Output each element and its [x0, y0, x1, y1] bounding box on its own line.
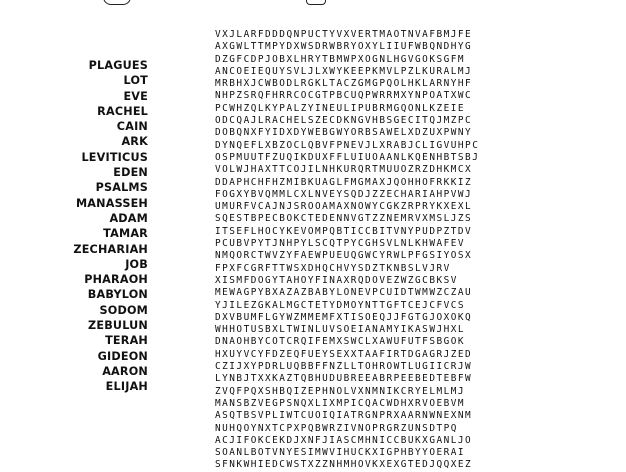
grid-row: SFNKWHIEDCWSTXZZNHMHOVKXEXGTEDJQQXEZ	[215, 459, 473, 471]
word-list-item: JOB	[125, 257, 148, 271]
grid-row: SOANLBOTVNYESIMWVIHUCKXIGPHBYYOERAI	[215, 447, 466, 459]
grid-row: VOLWJHAXTTCOJILNHKURQRTMUUOZRZDHKMCX	[215, 164, 473, 176]
word-list-item: ARK	[121, 135, 148, 149]
grid-row: CZIJXYPDRLUQBBFFNZLLTOHROWTLUGIICRJW	[215, 361, 473, 373]
word-list-item: ELIJAH	[105, 380, 148, 394]
grid-row: DYNQEFLXBZOCLQBVFPNEVJLXRABJCLIGVUHPC	[215, 139, 480, 151]
grid-row: ITSEFLHOCYKEVOMPQBTICCBITVNYPUDPZTDV	[215, 225, 473, 237]
grid-row: UMURFVCAJNJSROOAMAXNOWYCGKZRPRYKXEXL	[215, 201, 473, 213]
grid-row: FPXFCGRFTTWSXDHQCHVYSDZTKNBSLVJRV	[215, 262, 451, 274]
word-list-item: BABYLON	[87, 288, 148, 302]
grid-row: OSPMUUTFZUQIKDUXFFLUIUOAANLKQENHBTSBJ	[215, 151, 480, 163]
word-list-item: PLAGUES	[88, 59, 148, 72]
word-list-item: EVE	[123, 89, 148, 103]
word-list-item: MANASSEH	[75, 196, 148, 210]
grid-row: AXGWLTTMPYDXWSDRWBRYOXYLIIUFWBQNDHYG	[215, 41, 473, 53]
word-list-item: GIDEON	[97, 349, 148, 363]
grid-row: VXJLARFDDDQNPUCTYVXVERTMAOTNVAFBMJFE	[215, 29, 473, 40]
word-list-item: PHARAOH	[84, 273, 148, 287]
word-list	[70, 58, 148, 395]
word-list-item: CAIN	[116, 120, 148, 134]
grid-row: DXVBUMFLGYWZMMEMFXTISOEQJJFGTGJOXOKQ	[215, 311, 473, 323]
grid-row: DNAOHBYCOTCRQIFEMXSWCLXAWUFUTFSBGOK	[215, 336, 466, 348]
grid-row: PCWHZQLKYPALZYINEULIPUBRMGQONLKZEIE	[215, 102, 466, 114]
word-list-item: LEVITICUS	[81, 150, 148, 164]
grid-row: NMQORCTWVZYFAEWPUEUQGWCYRWLPFGSIYOSX	[215, 250, 473, 262]
grid-row: FOGXYBVQMMLCXLNVEYSQDJZZECHARIAHPVWJ	[215, 188, 473, 200]
decorative-tablet-icon	[306, 0, 326, 5]
word-list-item: SODOM	[99, 303, 148, 317]
word-list-item: TERAH	[105, 334, 148, 348]
word-list-item: AARON	[102, 364, 148, 378]
grid-row: DDAPHCHFHZMIBKUAGLFMGMAXJQOHHOFRKKIZ	[215, 176, 473, 188]
word-list-item: ZECHARIAH	[73, 242, 148, 256]
word-list-item: EDEN	[113, 166, 148, 180]
grid-row: DOBQNXFYIDXDYWEBGWYORBSAWELXDZUXPWNY	[215, 127, 473, 139]
grid-row: ZVQFPQXSHBQIZEPHNOLVXNMNIKCRYELMLMJ	[215, 385, 466, 397]
letter-grid	[215, 29, 603, 472]
grid-row: HXUYVCYFDZEQFUEYSEXXTAAFIRTDGAGRJZED	[215, 348, 473, 360]
grid-row: PCUBVPYTJNHPYLSCQTPYCGHSVLNLKHWAFEV	[215, 238, 466, 250]
grid-row: MANSBZVEGPSNQXLIXMPICQACWDHXRVOEBVM	[215, 397, 466, 409]
grid-row: ANCOEIEQUYSVLJLXWYKEEPKMVLPZLKURALMJ	[215, 65, 473, 77]
grid-row: NHPZSRQFHRRCOCGTPBCUQPWRRMXYNPOATXWC	[215, 90, 473, 102]
word-list-item: ADAM	[109, 211, 148, 225]
word-list-item: ZEBULUN	[88, 319, 148, 333]
grid-row: DZGFCDPJOBXLHRYTBMWPXOGNLHGVGOKSGFM	[215, 53, 466, 65]
word-list-item: PSALMS	[95, 181, 148, 195]
grid-row: ASQTBSVPLIWTCUOIQIATRGNPRXAARNWNEXNM	[215, 410, 473, 422]
grid-row: ODCQAJLRACHELSZECDKNGVHBSGECITQJMZPC	[215, 115, 473, 127]
word-list-item: LOT	[123, 74, 148, 88]
grid-row: XISMFDOGYTAHOYFINAXRQDOVEZWZGCBKSV	[215, 274, 458, 286]
grid-row: WHHOTUSBXLTWINLUVSOEIANAMYIKASWJHXL	[215, 324, 466, 336]
grid-row: YJILEZGKALMGCTETYDMOYNTTGFTCEJCFVCS	[215, 299, 466, 311]
grid-row: ACJIFOKCEKDJXNFJIASCMHNICCBUKXGANLJO	[215, 434, 473, 446]
grid-row: LYNBJTXXKAZTQBHUDUBREEABRPEEBEDTEBFW	[215, 373, 473, 385]
grid-row: MRBHXJCWBODLRGKLTACZGMGPQOLHKLARNYHF	[215, 78, 473, 90]
word-list-item: RACHEL	[97, 104, 148, 118]
grid-row: SQESTBPECBOKCTEDENNVGTZZNEMRVXMSLJZS	[215, 213, 473, 225]
grid-row: MEWAGPYBXAZAZBABYLONEVPCUIDTWMWZCZAU	[215, 287, 473, 299]
decorative-scroll-icon	[103, 0, 131, 5]
grid-row: NUHQOYNXTCPXPQBWRZIVNOPRGRZUNSDTPQ	[215, 422, 458, 434]
word-list-item: TAMAR	[103, 227, 148, 241]
